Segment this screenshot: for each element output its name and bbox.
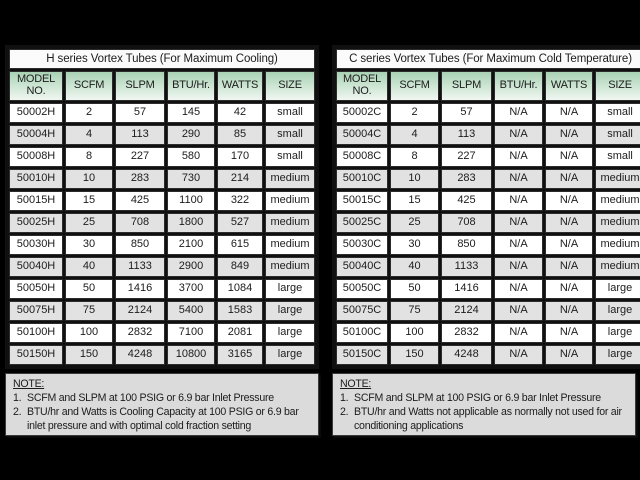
table-cell: 1133 — [441, 257, 492, 277]
h-series-table-title: H series Vortex Tubes (For Maximum Cooling) — [9, 49, 315, 69]
column-header: WATTS — [217, 71, 263, 101]
table-cell: N/A — [494, 323, 543, 343]
table-cell: 100 — [390, 323, 439, 343]
note-item — [340, 391, 630, 405]
table-cell: 30 — [65, 235, 113, 255]
note-item-text: BTU/hr and Watts is Cooling Capacity at 100 PSIG or 6.9 bar inlet pressure and with optimal cold fraction setting — [27, 406, 299, 432]
table-row — [336, 103, 640, 123]
table-cell: 50015C — [336, 191, 388, 211]
table-cell: 2124 — [441, 301, 492, 321]
table-row — [9, 279, 315, 299]
table-cell: 8 — [390, 147, 439, 167]
table-row — [336, 125, 640, 145]
table-cell: 283 — [441, 169, 492, 189]
column-header: BTU/Hr. — [167, 71, 215, 101]
table-cell: 57 — [441, 103, 492, 123]
table-cell: 227 — [441, 147, 492, 167]
table-cell: 10 — [65, 169, 113, 189]
table-cell: 50004H — [9, 125, 63, 145]
table-cell: 1084 — [217, 279, 263, 299]
c-series-table-body — [336, 103, 640, 365]
note-item-number: 1. — [13, 392, 22, 404]
table-cell: 2832 — [115, 323, 165, 343]
table-cell: 50025C — [336, 213, 388, 233]
note-items — [340, 391, 630, 433]
table-cell: 50025H — [9, 213, 63, 233]
table-cell: 25 — [390, 213, 439, 233]
note-item-number: 1. — [340, 392, 349, 404]
table-cell: 425 — [441, 191, 492, 211]
table-cell: 25 — [65, 213, 113, 233]
table-cell: small — [265, 103, 315, 123]
table-cell: medium — [595, 213, 640, 233]
table-row — [9, 213, 315, 233]
table-cell: 50150C — [336, 345, 388, 365]
table-row — [336, 213, 640, 233]
table-cell: 170 — [217, 147, 263, 167]
table-cell: 290 — [167, 125, 215, 145]
column-header: BTU/Hr. — [494, 71, 543, 101]
table-cell: small — [595, 103, 640, 123]
table-cell: 50100C — [336, 323, 388, 343]
table-cell: large — [595, 301, 640, 321]
table-cell: 850 — [441, 235, 492, 255]
table-cell: 1416 — [441, 279, 492, 299]
table-cell: 10800 — [167, 345, 215, 365]
table-cell: 50010C — [336, 169, 388, 189]
table-cell: N/A — [494, 301, 543, 321]
column-header: MODEL NO. — [9, 71, 63, 101]
table-cell: 1583 — [217, 301, 263, 321]
h-series-column — [5, 45, 319, 436]
table-cell: 283 — [115, 169, 165, 189]
table-row — [9, 169, 315, 189]
table-cell: large — [265, 301, 315, 321]
table-row — [336, 257, 640, 277]
table-cell: 50030C — [336, 235, 388, 255]
table-cell: small — [595, 147, 640, 167]
table-cell: 50002H — [9, 103, 63, 123]
table-cell: 4 — [390, 125, 439, 145]
table-row — [9, 103, 315, 123]
table-cell: small — [595, 125, 640, 145]
table-row — [9, 191, 315, 211]
note-item-number: 2. — [340, 406, 349, 418]
table-cell: N/A — [494, 125, 543, 145]
table-cell: medium — [595, 191, 640, 211]
note-heading: NOTE: — [340, 378, 372, 390]
table-cell: 708 — [441, 213, 492, 233]
table-cell: N/A — [545, 257, 593, 277]
table-cell: 15 — [65, 191, 113, 211]
table-cell: 2124 — [115, 301, 165, 321]
table-cell: 113 — [115, 125, 165, 145]
h-series-table — [5, 45, 319, 369]
c-series-table — [332, 45, 640, 369]
table-cell: 50008H — [9, 147, 63, 167]
note-heading: NOTE: — [13, 378, 45, 390]
table-cell: medium — [265, 213, 315, 233]
note-item — [340, 405, 630, 433]
table-row — [9, 257, 315, 277]
table-cell: N/A — [494, 147, 543, 167]
table-cell: 527 — [217, 213, 263, 233]
table-cell: N/A — [494, 213, 543, 233]
table-cell: 50010H — [9, 169, 63, 189]
table-cell: 1800 — [167, 213, 215, 233]
table-cell: N/A — [545, 345, 593, 365]
table-cell: large — [595, 323, 640, 343]
table-cell: 2832 — [441, 323, 492, 343]
note-item-text: SCFM and SLPM at 100 PSIG or 6.9 bar Inlet Pressure — [27, 392, 274, 404]
column-header-row — [336, 71, 640, 101]
table-cell: N/A — [545, 301, 593, 321]
table-cell: medium — [595, 169, 640, 189]
table-row — [336, 235, 640, 255]
table-cell: 100 — [65, 323, 113, 343]
table-cell: 145 — [167, 103, 215, 123]
table-cell: N/A — [545, 213, 593, 233]
table-cell: 10 — [390, 169, 439, 189]
table-cell: 2 — [65, 103, 113, 123]
column-header: SCFM — [390, 71, 439, 101]
table-cell: N/A — [545, 191, 593, 211]
table-cell: 85 — [217, 125, 263, 145]
table-cell: 50 — [65, 279, 113, 299]
table-cell: large — [265, 323, 315, 343]
table-row — [336, 169, 640, 189]
c-series-note-box — [332, 373, 636, 436]
table-cell: large — [595, 279, 640, 299]
table-cell: N/A — [494, 191, 543, 211]
table-cell: N/A — [545, 323, 593, 343]
table-cell: 4248 — [441, 345, 492, 365]
table-cell: 4 — [65, 125, 113, 145]
table-row — [9, 147, 315, 167]
column-header: SLPM — [115, 71, 165, 101]
table-cell: 75 — [390, 301, 439, 321]
table-cell: N/A — [545, 125, 593, 145]
note-item — [13, 405, 313, 433]
table-cell: 2081 — [217, 323, 263, 343]
note-item-text: SCFM and SLPM at 100 PSIG or 6.9 bar Inlet Pressure — [354, 392, 601, 404]
table-cell: large — [265, 279, 315, 299]
table-cell: 50150H — [9, 345, 63, 365]
table-cell: N/A — [494, 279, 543, 299]
table-row — [336, 147, 640, 167]
note-items — [13, 391, 313, 433]
table-cell: 50015H — [9, 191, 63, 211]
table-cell: 8 — [65, 147, 113, 167]
table-cell: 322 — [217, 191, 263, 211]
table-row — [336, 323, 640, 343]
table-cell: 4248 — [115, 345, 165, 365]
table-cell: 5400 — [167, 301, 215, 321]
table-cell: N/A — [494, 103, 543, 123]
table-cell: 150 — [390, 345, 439, 365]
table-cell: 708 — [115, 213, 165, 233]
table-cell: 2 — [390, 103, 439, 123]
note-item-number: 2. — [13, 406, 22, 418]
column-header: SIZE — [265, 71, 315, 101]
table-cell: 227 — [115, 147, 165, 167]
table-cell: 40 — [390, 257, 439, 277]
table-cell: 57 — [115, 103, 165, 123]
table-cell: 1416 — [115, 279, 165, 299]
table-cell: 3700 — [167, 279, 215, 299]
table-row — [336, 279, 640, 299]
table-row — [336, 301, 640, 321]
table-cell: 730 — [167, 169, 215, 189]
table-cell: N/A — [545, 279, 593, 299]
table-cell: medium — [265, 169, 315, 189]
table-row — [9, 345, 315, 365]
column-header-row — [9, 71, 315, 101]
table-cell: medium — [595, 235, 640, 255]
table-cell: 150 — [65, 345, 113, 365]
table-cell: 50040C — [336, 257, 388, 277]
table-cell: 2900 — [167, 257, 215, 277]
table-cell: medium — [595, 257, 640, 277]
table-cell: small — [265, 125, 315, 145]
column-header: SLPM — [441, 71, 492, 101]
table-cell: medium — [265, 257, 315, 277]
column-header: SIZE — [595, 71, 640, 101]
table-row — [9, 235, 315, 255]
table-cell: large — [265, 345, 315, 365]
table-cell: 849 — [217, 257, 263, 277]
table-cell: 50030H — [9, 235, 63, 255]
table-cell: N/A — [494, 235, 543, 255]
table-title-row — [9, 49, 315, 69]
table-cell: 50002C — [336, 103, 388, 123]
table-cell: 615 — [217, 235, 263, 255]
table-cell: 50008C — [336, 147, 388, 167]
table-cell: N/A — [545, 169, 593, 189]
table-cell: N/A — [494, 345, 543, 365]
note-item — [13, 391, 313, 405]
table-row — [9, 301, 315, 321]
table-row — [9, 323, 315, 343]
table-row — [336, 191, 640, 211]
table-cell: medium — [265, 191, 315, 211]
table-cell: 50 — [390, 279, 439, 299]
table-row — [9, 125, 315, 145]
c-series-table-title: C series Vortex Tubes (For Maximum Cold Temperature) — [336, 49, 640, 69]
note-item-text: BTU/hr and Watts not applicable as normally not used for air conditioning applications — [354, 406, 622, 432]
column-header: MODEL NO. — [336, 71, 388, 101]
table-cell: large — [595, 345, 640, 365]
table-cell: 50050H — [9, 279, 63, 299]
table-cell: 50075H — [9, 301, 63, 321]
table-cell: 113 — [441, 125, 492, 145]
table-cell: medium — [265, 235, 315, 255]
table-cell: N/A — [545, 103, 593, 123]
column-header: SCFM — [65, 71, 113, 101]
table-cell: 42 — [217, 103, 263, 123]
table-cell: N/A — [545, 147, 593, 167]
table-title-row — [336, 49, 640, 69]
table-cell: 50004C — [336, 125, 388, 145]
table-cell: 50100H — [9, 323, 63, 343]
table-cell: small — [265, 147, 315, 167]
table-cell: 7100 — [167, 323, 215, 343]
table-cell: N/A — [494, 257, 543, 277]
table-cell: 850 — [115, 235, 165, 255]
table-cell: 50050C — [336, 279, 388, 299]
table-cell: 1133 — [115, 257, 165, 277]
table-cell: 3165 — [217, 345, 263, 365]
table-cell: 15 — [390, 191, 439, 211]
table-cell: 40 — [65, 257, 113, 277]
table-cell: N/A — [494, 169, 543, 189]
c-series-column — [332, 45, 640, 436]
table-cell: 75 — [65, 301, 113, 321]
table-cell: 50075C — [336, 301, 388, 321]
table-cell: 214 — [217, 169, 263, 189]
table-cell: 580 — [167, 147, 215, 167]
table-cell: 1100 — [167, 191, 215, 211]
table-row — [336, 345, 640, 365]
h-series-table-body — [9, 103, 315, 365]
table-cell: 50040H — [9, 257, 63, 277]
h-series-note-box — [5, 373, 319, 436]
table-cell: 2100 — [167, 235, 215, 255]
table-cell: 425 — [115, 191, 165, 211]
table-cell: 30 — [390, 235, 439, 255]
table-cell: N/A — [545, 235, 593, 255]
column-header: WATTS — [545, 71, 593, 101]
